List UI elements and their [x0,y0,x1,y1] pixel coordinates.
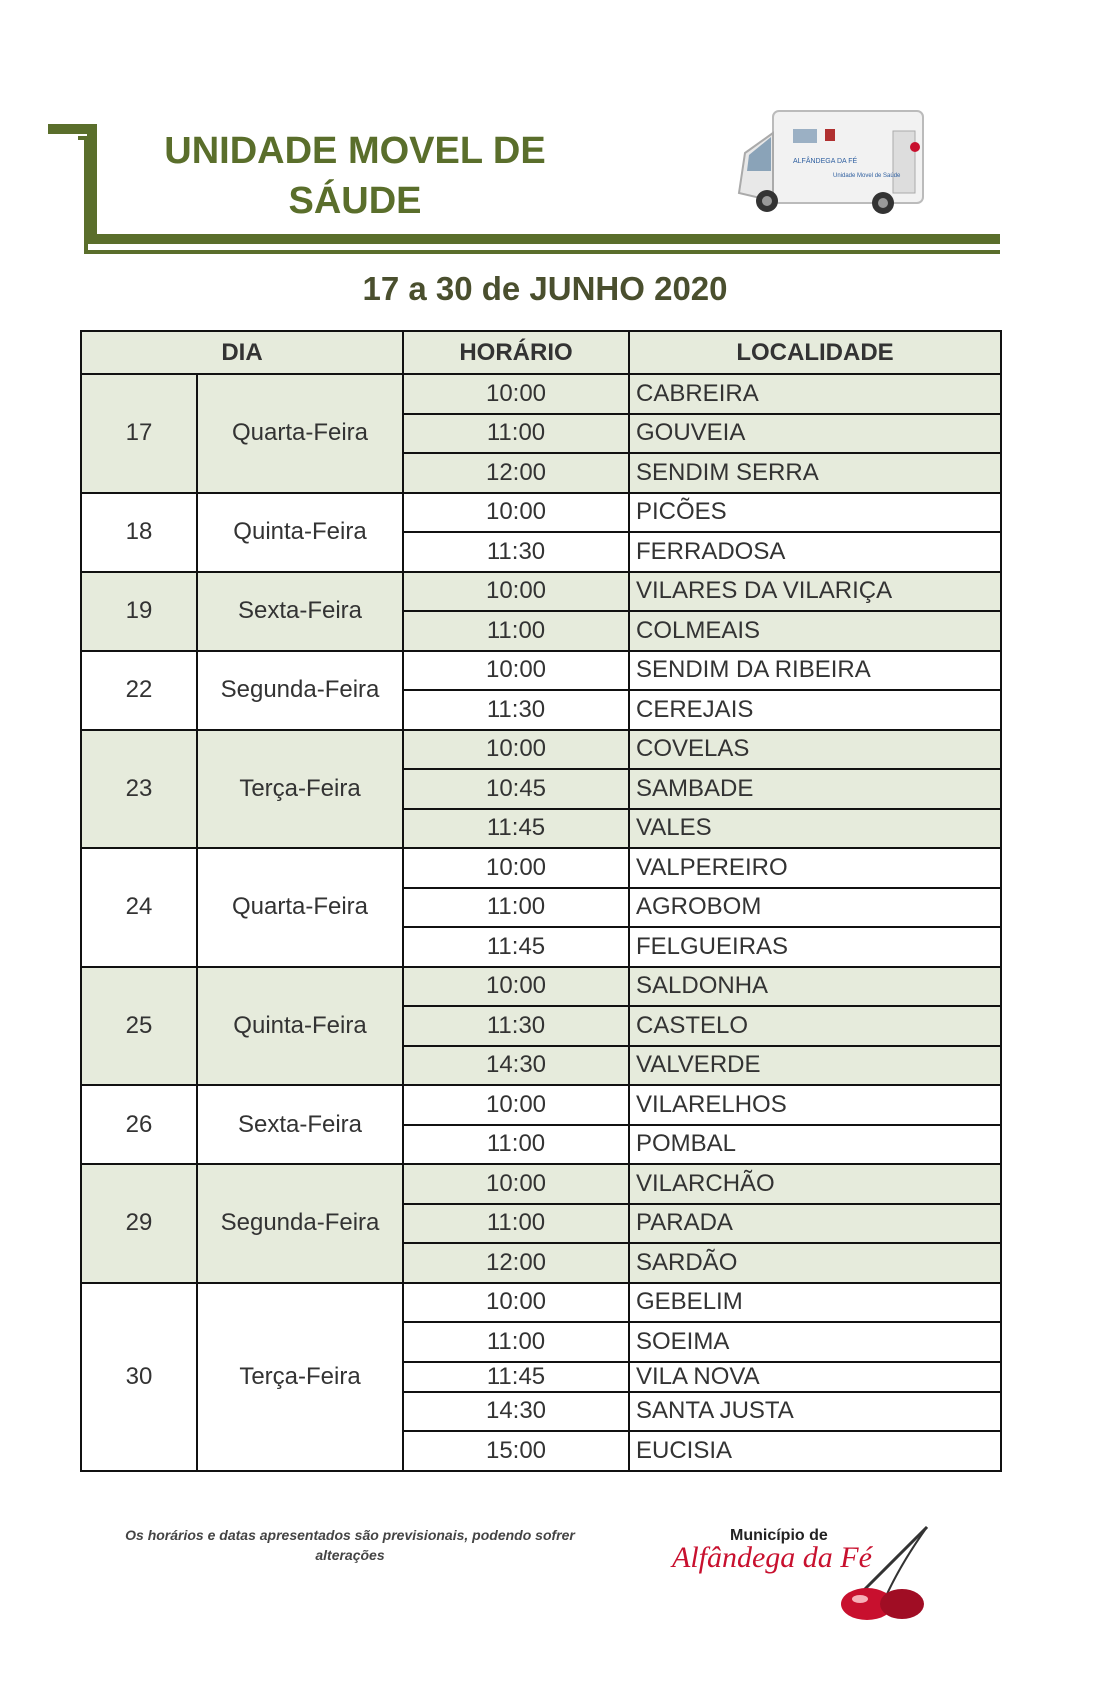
day-cell: 30 [81,1283,197,1471]
locality-cell: PICÕES [629,493,1001,533]
table-row [81,1164,1001,1204]
time-cell: 11:45 [403,1362,629,1392]
locality-cell: VILARCHÃO [629,1164,1001,1204]
locality-cell: CASTELO [629,1006,1001,1046]
weekday-cell: Terça-Feira [197,730,403,849]
weekday-cell: Quarta-Feira [197,848,403,967]
day-cell: 17 [81,374,197,493]
time-cell: 14:30 [403,1046,629,1086]
locality-cell: FELGUEIRAS [629,927,1001,967]
locality-cell: POMBAL [629,1125,1001,1165]
weekday-cell: Terça-Feira [197,1283,403,1471]
time-cell: 11:30 [403,690,629,730]
locality-cell: COVELAS [629,730,1001,770]
schedule-period: 17 a 30 de JUNHO 2020 [362,270,728,307]
weekday-cell: Sexta-Feira [197,1085,403,1164]
day-cell: 25 [81,967,197,1086]
table-row [81,651,1001,691]
table-row [81,967,1001,1007]
table-row [81,1283,1001,1323]
note-line-2: alterações [315,1547,385,1563]
locality-cell: GEBELIM [629,1283,1001,1323]
locality-cell: VILARES DA VILARIÇA [629,572,1001,612]
table-row [81,374,1001,414]
municipality-logo [662,1522,942,1622]
time-cell: 10:00 [403,493,629,533]
time-cell: 15:00 [403,1431,629,1471]
day-cell: 24 [81,848,197,967]
van-label: Unidade Movel de Saúde [833,173,901,179]
locality-cell: SENDIM SERRA [629,453,1001,493]
van-illustration [733,103,928,221]
locality-cell: VILARELHOS [629,1085,1001,1125]
time-cell: 11:00 [403,414,629,454]
time-cell: 11:00 [403,611,629,651]
table-row [81,730,1001,770]
locality-cell: SOEIMA [629,1322,1001,1362]
time-cell: 11:45 [403,809,629,849]
header-horario: HORÁRIO [403,331,629,374]
day-cell: 29 [81,1164,197,1283]
header-localidade: LOCALIDADE [629,331,1001,374]
day-cell: 22 [81,651,197,730]
weekday-cell: Segunda-Feira [197,1164,403,1283]
table-row [81,848,1001,888]
time-cell: 14:30 [403,1392,629,1432]
title-line-1: UNIDADE MOVEL DE [164,130,546,172]
time-cell: 11:00 [403,888,629,928]
table-row [81,493,1001,533]
schedule-table [80,330,1002,1472]
logo-script: Alfândega da Fé [672,1541,872,1574]
weekday-cell: Quinta-Feira [197,493,403,572]
time-cell: 12:00 [403,453,629,493]
table-row [81,572,1001,612]
locality-cell: AGROBOM [629,888,1001,928]
locality-cell: VALES [629,809,1001,849]
time-cell: 10:45 [403,769,629,809]
locality-cell: CABREIRA [629,374,1001,414]
weekday-cell: Quinta-Feira [197,967,403,1086]
weekday-cell: Quarta-Feira [197,374,403,493]
locality-cell: SANTA JUSTA [629,1392,1001,1432]
logo-municipio-text: Município de [730,1527,828,1544]
day-cell: 18 [81,493,197,572]
locality-cell: VALPEREIRO [629,848,1001,888]
time-cell: 11:00 [403,1204,629,1244]
time-cell: 11:00 [403,1322,629,1362]
title-line-2: SÁUDE [288,180,422,222]
time-cell: 10:00 [403,1283,629,1323]
header-dia: DIA [81,331,403,374]
time-cell: 10:00 [403,1085,629,1125]
cherry-icon-2 [880,1589,924,1619]
locality-cell: SENDIM DA RIBEIRA [629,651,1001,691]
time-cell: 10:00 [403,730,629,770]
time-cell: 11:30 [403,1006,629,1046]
time-cell: 11:45 [403,927,629,967]
time-cell: 10:00 [403,967,629,1007]
table-row [81,1085,1001,1125]
locality-cell: SALDONHA [629,967,1001,1007]
time-cell: 12:00 [403,1243,629,1283]
note-line-1: Os horários e datas apresentados são previsionais, podendo sofrer [125,1527,575,1543]
time-cell: 10:00 [403,374,629,414]
weekday-cell: Sexta-Feira [197,572,403,651]
time-cell: 10:00 [403,651,629,691]
locality-cell: PARADA [629,1204,1001,1244]
page-title [130,126,580,226]
day-cell: 26 [81,1085,197,1164]
time-cell: 11:30 [403,532,629,572]
locality-cell: COLMEAIS [629,611,1001,651]
schedule-body [81,374,1001,1471]
locality-cell: VALVERDE [629,1046,1001,1086]
time-cell: 11:00 [403,1125,629,1165]
locality-cell: GOUVEIA [629,414,1001,454]
time-cell: 10:00 [403,848,629,888]
van-text: ALFÂNDEGA DA FÉ [793,158,858,165]
day-cell: 19 [81,572,197,651]
time-cell: 10:00 [403,572,629,612]
locality-cell: CEREJAIS [629,690,1001,730]
day-cell: 23 [81,730,197,849]
weekday-cell: Segunda-Feira [197,651,403,730]
time-cell: 10:00 [403,1164,629,1204]
locality-cell: SARDÃO [629,1243,1001,1283]
disclaimer-note [100,1525,600,1565]
locality-cell: VILA NOVA [629,1362,1001,1392]
locality-cell: SAMBADE [629,769,1001,809]
locality-cell: EUCISIA [629,1431,1001,1471]
locality-cell: FERRADOSA [629,532,1001,572]
